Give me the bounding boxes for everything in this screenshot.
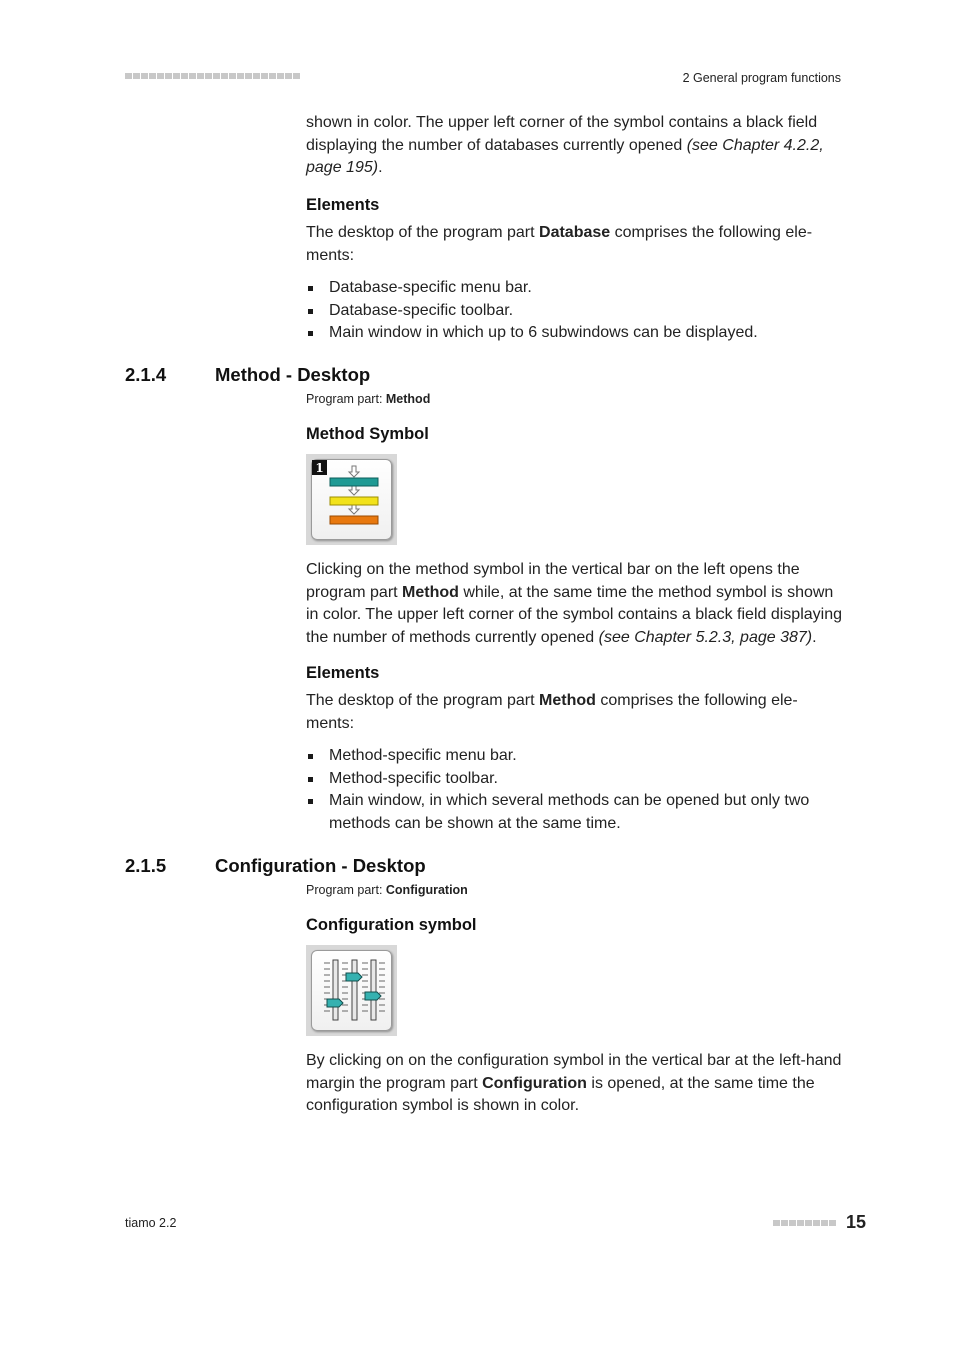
method-symbol-frame <box>311 459 392 540</box>
db-elements-heading: Elements <box>306 196 380 214</box>
section-title: Method - Desktop <box>215 364 371 385</box>
configuration-description-text-end: is opened, at the same time the configuration symbol is shown in color. <box>306 1074 815 1114</box>
list-item <box>306 322 846 345</box>
method-elements-list <box>306 745 846 835</box>
db-elements-paragraph <box>306 222 846 267</box>
program-part-value: Configuration <box>385 883 468 897</box>
header-decoration <box>125 73 300 81</box>
bullet-icon <box>308 286 313 291</box>
intro-end: . <box>378 159 383 176</box>
slider-track <box>333 960 338 1020</box>
footer-decoration <box>773 1220 836 1226</box>
list-item-text: Main window, in which several methods can be opened but only two methods can be shown at the same time. <box>329 792 810 832</box>
program-part-line <box>306 392 846 406</box>
list-item-text: Database-specific menu bar. <box>329 279 532 296</box>
list-item <box>306 745 846 768</box>
page-number: 15 <box>846 1212 867 1232</box>
slider-knob <box>346 973 362 981</box>
method-count-badge-text: 1 <box>315 461 324 475</box>
teal-bar <box>330 478 378 486</box>
list-item <box>306 768 846 791</box>
method-elements-text: The desktop of the program part <box>306 692 540 709</box>
db-elements-text-end: comprises the following ele- ments: <box>306 224 813 264</box>
method-elements-program: Method <box>539 692 596 709</box>
method-elements-heading: Elements <box>306 664 380 682</box>
intro-paragraph <box>306 112 846 180</box>
method-elements-text-end: comprises the following ele- ments: <box>306 692 798 732</box>
slider-knob <box>327 999 343 1007</box>
intro-text: shown in color. The upper left corner of the symbol contains a black field displaying the number of databases currently opened <box>306 114 818 154</box>
configuration-symbol-frame <box>311 950 392 1031</box>
configuration-description <box>306 1050 846 1118</box>
list-item-text: Method-specific menu bar. <box>329 747 517 764</box>
slider-track <box>371 960 376 1020</box>
configuration-description-program: Configuration <box>482 1074 587 1092</box>
method-description-text: Clicking on the method symbol in the vertical bar on the left opens the program part <box>306 561 800 601</box>
bullet-icon <box>308 309 313 314</box>
db-elements-list <box>306 277 846 345</box>
method-symbol-icon <box>306 454 397 545</box>
db-elements-program: Database <box>539 224 611 241</box>
method-cross-reference[interactable]: (see Chapter 5.2.3, page 387) <box>598 628 813 646</box>
list-item <box>306 790 846 835</box>
bullet-icon <box>308 777 313 782</box>
list-item-text: Method-specific toolbar. <box>329 769 498 787</box>
section-title: Configuration - Desktop <box>215 855 426 876</box>
method-symbol-graphic <box>312 460 391 539</box>
bullet-icon <box>308 331 313 336</box>
program-part-label: Program part: <box>306 883 386 897</box>
db-elements-text: The desktop of the program part <box>306 224 540 241</box>
list-item-text: Main window in which up to 6 subwindows can be displayed. <box>329 324 758 341</box>
method-symbol-heading: Method Symbol <box>306 425 429 443</box>
intro-cross-reference[interactable]: (see Chapter 4.2.2, page 195) <box>306 136 824 176</box>
program-part-value: Method <box>385 392 431 406</box>
configuration-description-text: By clicking on on the configuration symbol in the vertical bar at the left-hand margin the program part <box>306 1052 842 1092</box>
footer-product: tiamo 2.2 <box>125 1216 177 1230</box>
bullet-icon <box>308 754 313 759</box>
running-header: 2 General program functions <box>682 71 841 85</box>
method-description-end: . <box>812 628 817 646</box>
slider-knob <box>365 992 381 1000</box>
section-number: 2.1.4 <box>125 364 167 385</box>
down-arrow-icon <box>349 466 359 477</box>
orange-bar <box>330 516 378 524</box>
method-elements-paragraph <box>306 690 846 735</box>
program-part-label: Program part: <box>306 392 386 406</box>
program-part-line <box>306 883 846 897</box>
slider-track <box>352 960 357 1020</box>
yellow-bar <box>330 497 378 505</box>
list-item-text: Database-specific toolbar. <box>329 301 514 319</box>
method-description-program: Method <box>402 583 459 601</box>
method-description <box>306 559 846 649</box>
configuration-symbol-icon <box>306 945 397 1036</box>
configuration-symbol-graphic <box>312 951 391 1030</box>
configuration-symbol-heading: Configuration symbol <box>306 916 477 934</box>
bullet-icon <box>308 799 313 804</box>
list-item <box>306 277 846 300</box>
section-number: 2.1.5 <box>125 855 167 876</box>
method-description-text-cont: while, at the same time the method symbol is shown in color. The upper left corner of the symbol contains a black field displaying the number of methods currently opened <box>306 583 842 646</box>
list-item <box>306 300 846 323</box>
